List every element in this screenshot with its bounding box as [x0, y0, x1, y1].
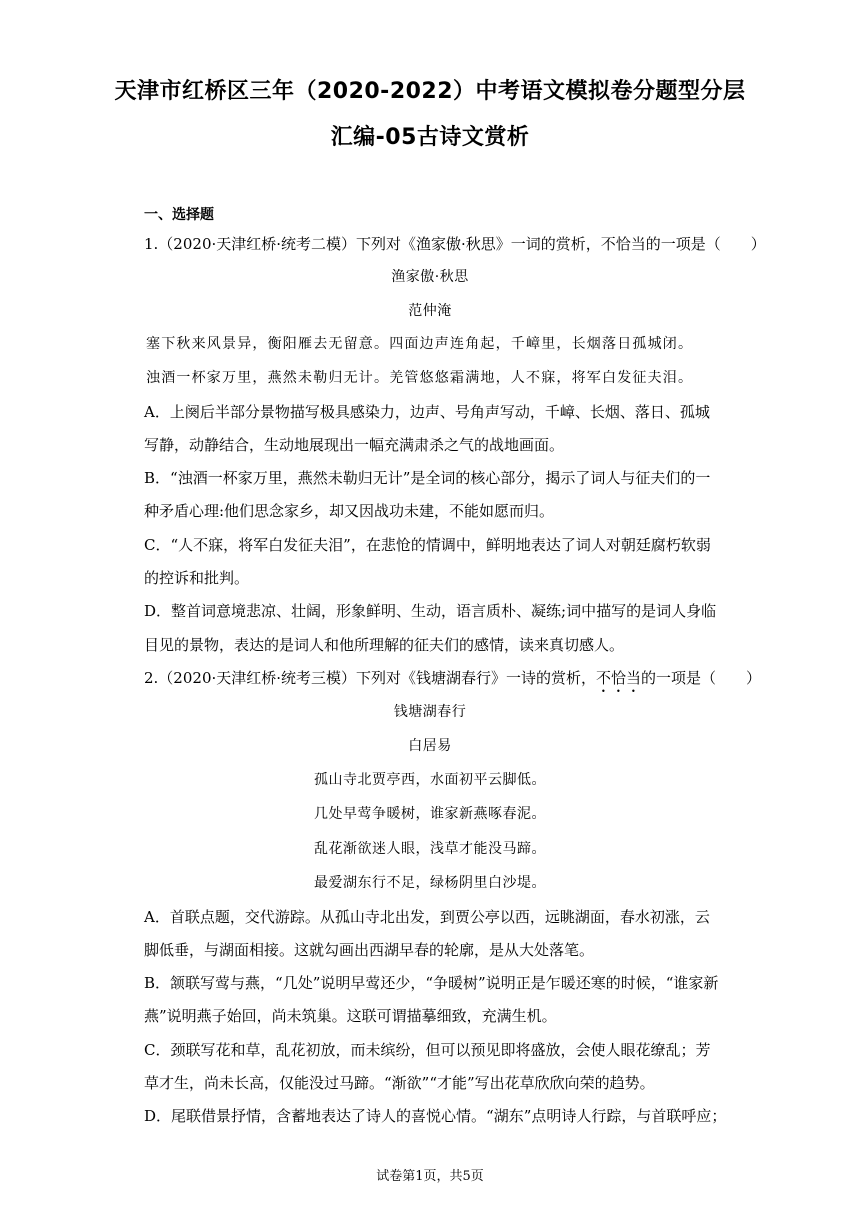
q1-option-c: C．“人不寐，将军白发征夫泪”，在悲怆的情调中，鲜明地表达了词人对朝廷腐朽软弱 [144, 536, 711, 554]
q2-poem-author: 白居易 [408, 738, 452, 754]
q1-option-a: A．上阕后半部分景物描写极具感染力，边声、号角声写动，千嶂、长烟、落日、孤城 [144, 403, 710, 421]
q1-poem-line: 浊酒一杯家万里，燕然未勒归无计。羌管悠悠霜满地，人不寐，将军白发征夫泪。 [146, 370, 694, 386]
document-title-line2: 汇编-05古诗文赏析 [330, 125, 530, 150]
q2-option-d: D．尾联借景抒情，含蓄地表达了诗人的喜悦心情。“湖东”点明诗人行踪，与首联呼应； [144, 1107, 727, 1125]
q2-poem-line: 乱花渐欲迷人眼，浅草才能没马蹄。 [314, 841, 546, 857]
page-footer: 试卷第1页，共5页 [376, 1169, 484, 1184]
q1-option-c: 的控诉和批判。 [144, 569, 250, 587]
q1-stem: 1.（2020·天津红桥·统考二模）下列对《渔家傲·秋思》一词的赏析，不恰当的一项是（ ） [144, 235, 766, 253]
document-title-line1: 天津市红桥区三年（2020-2022）中考语文模拟卷分题型分层 [114, 79, 746, 104]
q2-option-c: C．颈联写花和草，乱花初放，而未缤纷，但可以预见即将盛放，会使人眼花缭乱；芳 [144, 1041, 711, 1059]
q2-option-c: 草才生，尚未长高，仅能没过马蹄。“渐欲”“才能”写出花草欣欣向荣的趋势。 [144, 1074, 655, 1092]
q1-option-a: 写静，动静结合，生动地展现出一幅充满肃杀之气的战地画面。 [144, 436, 565, 454]
q1-option-d: D．整首词意境悲凉、壮阔，形象鲜明、生动，语言质朴、凝练;词中描写的是词人身临 [144, 602, 717, 620]
q2-option-a: 脚低垂，与湖面相接。这就勾画出西湖早春的轮廓，是从大处落笔。 [144, 941, 595, 959]
section-heading: 一、选择题 [144, 207, 214, 223]
q1-poem-title: 渔家傲·秋思 [391, 269, 469, 285]
q1-option-b: B．“浊酒一杯家万里，燕然未勒归无计”是全词的核心部分，揭示了词人与征夫们的一 [144, 469, 711, 487]
q2-stem [144, 667, 761, 696]
q2-stem-after: 的一项是（ ） [641, 669, 762, 687]
q1-option-d: 目见的景物，表达的是词人和他所理解的征夫们的感情，读来真切感人。 [144, 636, 625, 654]
q1-poem-author: 范仲淹 [408, 303, 452, 319]
q2-stem-before: 2.（2020·天津红桥·统考三模）下列对《钱塘湖春行》一诗的赏析， [144, 669, 597, 687]
q2-poem-title: 钱塘湖春行 [393, 704, 467, 720]
q2-option-a: A．首联点题，交代游踪。从孤山寺北出发，到贾公亭以西，远眺湖面，春水初涨，云 [144, 908, 710, 926]
q2-stem-emphasis: 不恰当 [596, 669, 642, 687]
q2-poem-line: 孤山寺北贾亭西，水面初平云脚低。 [314, 772, 546, 788]
q1-poem-line: 塞下秋来风景异，衡阳雁去无留意。四面边声连角起，千嶂里，长烟落日孤城闭。 [146, 336, 694, 352]
q2-poem-line: 最爱湖东行不足，绿杨阴里白沙堤。 [314, 875, 546, 891]
q2-poem-line: 几处早莺争暖树，谁家新燕啄春泥。 [314, 806, 546, 822]
q2-option-b: 燕”说明燕子始回，尚未筑巢。这联可谓描摹细致，充满生机。 [144, 1007, 557, 1025]
q1-option-b: 种矛盾心理:他们思念家乡，却又因战功未建，不能如愿而归。 [144, 502, 555, 520]
q2-option-b: B．颔联写莺与燕，“几处”说明早莺还少，“争暖树”说明正是乍暖还寒的时候，“谁家新 [144, 974, 719, 992]
